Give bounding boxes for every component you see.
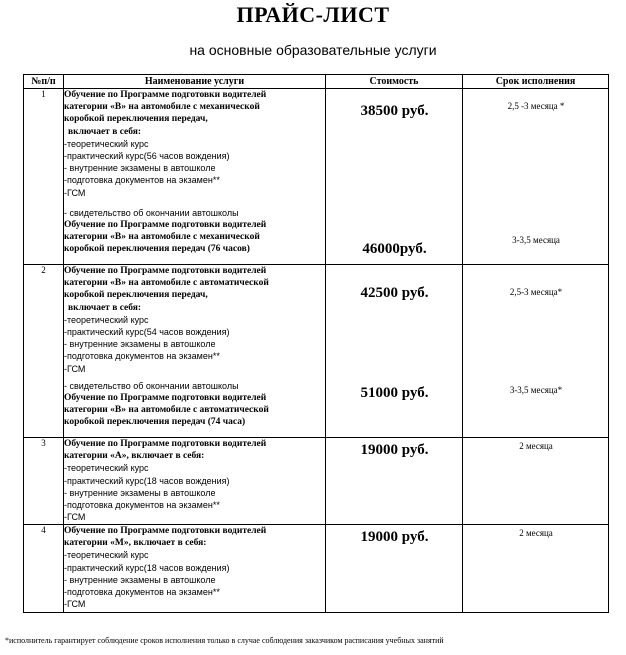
service-item: -теоретический курс — [64, 550, 149, 561]
service-title-line: категории «А», включает в себя: — [64, 451, 205, 462]
service-item: -ГСМ — [64, 599, 86, 610]
price-value: 38500 руб. — [360, 103, 429, 119]
service-item: -практический курс(56 часов вождения) — [64, 151, 230, 162]
service-item: -ГСМ — [64, 363, 86, 374]
service-title-line: коробкой переключения передач, — [64, 290, 208, 301]
service-description — [64, 525, 326, 613]
service-item: -подготовка документов на экзамен** — [64, 587, 220, 598]
term-value: 3-3,5 месяца — [512, 235, 560, 245]
table-row — [24, 265, 609, 438]
service-title-line: Обучение по Программе подготовки водителей — [64, 439, 267, 449]
service-item: -практический курс(18 часов вождения) — [64, 475, 230, 486]
service-title-line: Обучение по Программе подготовки водителей — [64, 393, 267, 404]
price-value: 46000руб. — [362, 241, 427, 257]
term-cell — [463, 89, 609, 265]
service-item: -практический курс(18 часов вождения) — [64, 562, 230, 573]
table-header-row — [24, 75, 609, 89]
price-value: 19000 руб. — [360, 529, 429, 545]
header-number: №п/п — [24, 75, 64, 89]
header-term: Срок исполнения — [463, 75, 609, 89]
service-item: -ГСМ — [64, 187, 86, 198]
term-cell — [463, 525, 609, 613]
service-item: -подготовка документов на экзамен** — [64, 351, 220, 362]
term-cell — [463, 438, 609, 525]
includes-label: включает в себя: — [68, 126, 142, 137]
service-title-line: Обучение по Программе подготовки водителей — [64, 526, 267, 536]
row-number: 1 — [24, 89, 64, 265]
service-title-line: категории «М», включает в себя: — [64, 538, 207, 549]
page-title: ПРАЙС-ЛИСТ — [236, 2, 390, 27]
service-title-line: коробкой переключения передач, — [64, 114, 208, 125]
price-cell — [326, 265, 463, 438]
service-item: - свидетельство об окончании автошколы — [64, 207, 239, 218]
service-description — [64, 89, 326, 265]
price-cell — [326, 525, 463, 613]
service-item: - внутренние экзамены в автошколе — [64, 163, 216, 174]
term-value: 3-3,5 месяца* — [509, 385, 563, 395]
term-value: 2,5-3 месяца* — [509, 287, 563, 297]
price-value: 51000 руб. — [360, 385, 429, 401]
header-cost: Стоимость — [326, 75, 463, 89]
footnote: *исполнитель гарантирует соблюдение сроков исполнения только в случае соблюдения заказчиком расписания учебных занятий — [5, 636, 444, 645]
service-item: -практический курс(54 часов вождения) — [64, 327, 230, 338]
term-value: 2 месяца — [519, 528, 553, 538]
service-item: -теоретический курс — [64, 138, 149, 149]
service-description — [64, 438, 326, 525]
term-value: 2 месяца — [519, 441, 553, 451]
term-cell — [463, 265, 609, 438]
table-row — [24, 525, 609, 613]
price-value: 42500 руб. — [360, 285, 429, 301]
includes-label: включает в себя: — [68, 302, 142, 313]
row-number: 2 — [24, 265, 64, 438]
service-item: - внутренние экзамены в автошколе — [64, 574, 216, 585]
term-value: 2,5 -3 месяца * — [507, 101, 565, 111]
service-title-line: категории «В» на автомобиле с механической — [64, 232, 260, 243]
service-title-line: категории «В» на автомобиле с автоматической — [64, 278, 269, 289]
service-title-line: коробкой переключения передач (74 часа) — [64, 417, 246, 428]
service-item: -теоретический курс — [64, 463, 149, 474]
service-title-line: коробкой переключения передач (76 часов) — [64, 244, 250, 255]
service-description — [64, 265, 326, 438]
header-service-name: Наименование услуги — [64, 75, 326, 89]
service-item: -подготовка документов на экзамен** — [64, 500, 220, 511]
service-item: - внутренние экзамены в автошколе — [64, 487, 216, 498]
service-title-line: Обучение по Программе подготовки водителей — [64, 266, 267, 276]
price-cell — [326, 89, 463, 265]
service-item: -теоретический курс — [64, 314, 149, 325]
price-cell — [326, 438, 463, 525]
table-row — [24, 438, 609, 525]
page-subtitle: на основные образовательные услуги — [189, 42, 437, 58]
price-value: 19000 руб. — [360, 442, 429, 458]
row-number: 4 — [24, 525, 64, 613]
service-item: -ГСМ — [64, 512, 86, 523]
row-number: 3 — [24, 438, 64, 525]
service-title-line: Обучение по Программе подготовки водителей — [64, 220, 267, 231]
service-title-line: категории «В» на автомобиле с механической — [64, 102, 260, 113]
service-item: - внутренние экзамены в автошколе — [64, 339, 216, 350]
service-item: - свидетельство об окончании автошколы — [64, 380, 239, 391]
service-title-line: категории «В» на автомобиле с автоматической — [64, 405, 269, 416]
table-row — [24, 89, 609, 265]
price-table — [23, 74, 609, 613]
service-title-line: Обучение по Программе подготовки водителей — [64, 90, 267, 100]
service-item: -подготовка документов на экзамен** — [64, 175, 220, 186]
